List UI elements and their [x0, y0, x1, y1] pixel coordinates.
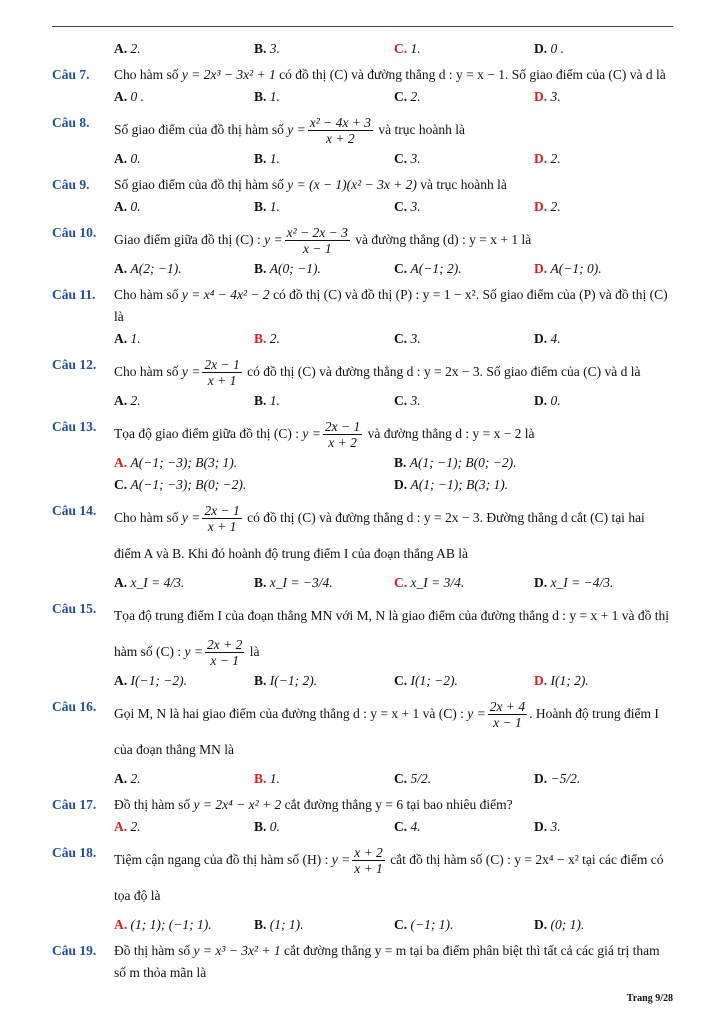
- question-stem: [114, 222, 674, 258]
- question-label: Câu 8.: [52, 115, 90, 130]
- question-stem: [114, 500, 674, 572]
- answer-option: [254, 86, 394, 108]
- stem-text: cắt đồ thị hàm số (C) : y = 2x⁴ − x² tại các điểm có tọa độ là: [114, 852, 664, 903]
- option-letter: C.: [394, 575, 408, 590]
- answer-option: [114, 86, 254, 108]
- option-text: 5/2.: [410, 771, 432, 786]
- option-letter: A.: [114, 393, 128, 408]
- question: [52, 940, 674, 984]
- option-letter: C.: [394, 393, 408, 408]
- option-letter: A.: [114, 261, 128, 276]
- answer-option: [254, 148, 394, 170]
- numerator: x² − 2x − 3: [286, 225, 348, 241]
- answer-option: [114, 572, 254, 594]
- option-letter: C.: [394, 261, 408, 276]
- option-letter: B.: [254, 575, 267, 590]
- answer-option: [394, 914, 534, 936]
- question-stem: [114, 416, 674, 452]
- denominator: x − 1: [302, 241, 332, 257]
- option-text: A(2; −1).: [130, 261, 182, 276]
- numerator: 2x − 1: [204, 503, 240, 519]
- answer-option: [114, 328, 254, 350]
- option-text: 0 .: [550, 41, 564, 56]
- question: [52, 112, 674, 170]
- option-text: x_I = 3/4.: [410, 575, 465, 590]
- answer-option: [534, 38, 674, 60]
- answer-option: [394, 148, 534, 170]
- option-text: 1.: [269, 199, 280, 214]
- answer-option: [114, 148, 254, 170]
- answer-options: [114, 148, 674, 170]
- stem-text: Giao điểm giữa đồ thị (C) :: [114, 232, 265, 247]
- stem-text: Cho hàm số: [114, 67, 182, 82]
- answer-option: [394, 390, 534, 412]
- stem-text: có đồ thị (C) và đồ thị (P) : y = 1 − x². Số giao điểm của (P) và đồ thị (C) là: [114, 287, 668, 324]
- option-text: x_I = −4/3.: [550, 575, 614, 590]
- option-text: 2.: [130, 771, 141, 786]
- answer-options: [114, 258, 674, 280]
- question: [52, 416, 674, 496]
- option-text: 1.: [130, 331, 141, 346]
- option-text: x_I = 4/3.: [130, 575, 185, 590]
- answer-option: [114, 196, 254, 218]
- question-stem: [114, 940, 674, 984]
- numerator: 2x + 4: [489, 699, 526, 715]
- question-label: Câu 12.: [52, 357, 97, 372]
- option-letter: D.: [534, 331, 548, 346]
- fraction: [202, 503, 241, 534]
- answer-option: [394, 86, 534, 108]
- option-text: 2.: [130, 393, 141, 408]
- answer-option: [254, 38, 394, 60]
- option-text: A(−1; 0).: [550, 261, 602, 276]
- question-label: Câu 11.: [52, 287, 96, 302]
- option-text: I(1; −2).: [410, 673, 458, 688]
- answer-option: [114, 258, 254, 280]
- option-text: (−1; 1).: [410, 917, 454, 932]
- fraction: [308, 115, 373, 146]
- question-stem: [114, 112, 674, 148]
- question-list: [52, 38, 674, 988]
- answer-option: [534, 914, 674, 936]
- stem-text: Cho hàm số: [114, 364, 182, 379]
- option-text: 1.: [269, 393, 280, 408]
- option-letter: A.: [114, 41, 128, 56]
- answer-option: [254, 258, 394, 280]
- answer-option: [254, 914, 394, 936]
- answer-options: [114, 86, 674, 108]
- option-text: A(1; −1); B(0; −2).: [409, 455, 517, 470]
- question-label: Câu 9.: [52, 177, 90, 192]
- option-text: 2.: [550, 199, 561, 214]
- question: [52, 174, 674, 218]
- question-stem: [114, 64, 674, 86]
- formula: y = 2x⁴ − x² + 2: [193, 797, 282, 812]
- answer-option: [394, 196, 534, 218]
- option-text: 3.: [410, 331, 421, 346]
- formula: y =: [181, 510, 201, 525]
- option-letter: C.: [394, 89, 408, 104]
- denominator: x + 2: [328, 435, 357, 451]
- stem-text: Gọi M, N là hai giao điểm của đường thẳng d : y = x + 1 và (C) :: [114, 706, 468, 721]
- formula: y = 2x³ − 3x² + 1: [181, 67, 276, 82]
- option-text: 3.: [269, 41, 280, 56]
- question-label: Câu 18.: [52, 845, 97, 860]
- option-letter: B.: [254, 673, 267, 688]
- question: [52, 598, 674, 692]
- answer-option: [534, 572, 674, 594]
- answer-option: [114, 670, 254, 692]
- option-text: 1.: [269, 771, 280, 786]
- option-letter: D.: [534, 819, 548, 834]
- stem-text: có đồ thị (C) và đường thẳng d : y = x − 1. Số giao điểm của (C) và d là: [275, 67, 666, 82]
- option-text: 3.: [550, 819, 561, 834]
- stem-text: Số giao điểm của đồ thị hàm số: [114, 177, 288, 192]
- question-label: Câu 16.: [52, 699, 97, 714]
- question-label: Câu 10.: [52, 225, 97, 240]
- answer-option: [254, 328, 394, 350]
- option-letter: C.: [394, 771, 408, 786]
- question-stem: [114, 354, 674, 390]
- option-text: 2.: [130, 41, 141, 56]
- question-label: Câu 7.: [52, 67, 90, 82]
- answer-option: [394, 452, 674, 474]
- question-stem: [114, 284, 674, 328]
- denominator: x + 2: [326, 131, 355, 147]
- answer-option: [534, 816, 674, 838]
- denominator: x + 1: [207, 519, 237, 535]
- option-letter: A.: [114, 673, 128, 688]
- formula: y = x⁴ − 4x² − 2: [181, 287, 270, 302]
- numerator: 2x + 2: [206, 637, 243, 653]
- option-text: I(1; 2).: [550, 673, 589, 688]
- stem-text: và đường thẳng d : y = x − 2 là: [364, 426, 535, 441]
- option-letter: C.: [394, 199, 408, 214]
- answer-options: [114, 572, 674, 594]
- question-label: Câu 19.: [52, 943, 97, 958]
- answer-option: [114, 390, 254, 412]
- answer-options: [114, 38, 674, 60]
- option-letter: D.: [534, 41, 548, 56]
- answer-option: [254, 572, 394, 594]
- fraction: [202, 357, 241, 388]
- option-letter: D.: [534, 673, 548, 688]
- question: [52, 284, 674, 350]
- option-text: 3.: [410, 199, 421, 214]
- option-text: −5/2.: [550, 771, 581, 786]
- fraction: [488, 699, 527, 730]
- option-text: A(1; −1); B(3; 1).: [410, 477, 509, 492]
- option-letter: C.: [394, 151, 408, 166]
- formula: y =: [331, 852, 351, 867]
- option-letter: D.: [534, 575, 548, 590]
- option-text: (1; 1).: [269, 917, 304, 932]
- option-letter: C.: [394, 819, 408, 834]
- answer-option: [534, 390, 674, 412]
- option-letter: D.: [534, 917, 548, 932]
- answer-option: [534, 328, 674, 350]
- question: [52, 794, 674, 838]
- answer-options: [114, 452, 674, 496]
- stem-text: là: [246, 644, 260, 659]
- option-text: I(−1; −2).: [130, 673, 187, 688]
- option-letter: D.: [534, 199, 548, 214]
- answer-options: [114, 328, 674, 350]
- stem-text: Đồ thị hàm số: [114, 943, 194, 958]
- fraction: [323, 419, 362, 450]
- answer-option: [534, 196, 674, 218]
- answer-options: [114, 670, 674, 692]
- stem-text: Cho hàm số: [114, 510, 182, 525]
- stem-text: Tọa độ giao điểm giữa đồ thị (C) :: [114, 426, 303, 441]
- option-text: A(−1; −3); B(3; 1).: [130, 455, 238, 470]
- option-letter: A.: [114, 917, 128, 932]
- option-text: 0.: [269, 819, 280, 834]
- option-letter: B.: [394, 455, 407, 470]
- option-text: 3.: [410, 151, 421, 166]
- stem-text: Số giao điểm của đồ thị hàm số: [114, 122, 288, 137]
- option-letter: D.: [534, 393, 548, 408]
- option-text: 4.: [550, 331, 561, 346]
- question-label: Câu 13.: [52, 419, 97, 434]
- question-stem: [114, 696, 674, 768]
- option-text: A(0; −1).: [269, 261, 321, 276]
- answer-option: [534, 86, 674, 108]
- option-letter: A.: [114, 151, 128, 166]
- numerator: x + 2: [354, 845, 383, 861]
- answer-options: [114, 914, 674, 936]
- stem-text: và đường thẳng (d) : y = x + 1 là: [351, 232, 532, 247]
- stem-text: Tọa độ trung điểm I của đoạn thẳng MN với M, N là giao điểm của đường thẳng d : y = x + 1 và đồ thị hàm số (C) :: [114, 608, 669, 659]
- option-letter: D.: [394, 477, 408, 492]
- answer-option: [534, 768, 674, 790]
- answer-options: [114, 390, 674, 412]
- option-letter: B.: [254, 199, 267, 214]
- question-stem: [114, 842, 674, 914]
- answer-option: [114, 768, 254, 790]
- fraction: [352, 845, 385, 876]
- stem-text: Cho hàm số: [114, 287, 182, 302]
- stem-text: Đồ thị hàm số: [114, 797, 194, 812]
- numerator: x² − 4x + 3: [309, 115, 371, 131]
- option-text: 2.: [410, 89, 421, 104]
- answer-option: [114, 452, 394, 474]
- answer-options: [114, 768, 674, 790]
- option-letter: B.: [254, 819, 267, 834]
- question-stem: [114, 598, 674, 670]
- option-letter: B.: [254, 331, 267, 346]
- formula: y =: [467, 706, 486, 721]
- option-text: 0 .: [130, 89, 144, 104]
- answer-option: [394, 38, 534, 60]
- option-letter: B.: [254, 771, 267, 786]
- stem-text: cắt đường thẳng y = 6 tại bao nhiêu điểm?: [281, 797, 513, 812]
- question: [52, 354, 674, 412]
- option-text: (1; 1); (−1; 1).: [130, 917, 212, 932]
- question: [52, 842, 674, 936]
- question: [52, 64, 674, 108]
- answer-option: [254, 816, 394, 838]
- fraction: [285, 225, 350, 256]
- question: [52, 500, 674, 594]
- top-options: [52, 38, 674, 60]
- option-letter: C.: [114, 477, 128, 492]
- page-number: Trang 9/28: [626, 993, 673, 1004]
- question-label: Câu 14.: [52, 503, 97, 518]
- formula: y =: [264, 232, 283, 247]
- stem-text: và trục hoành là: [416, 177, 507, 192]
- stem-text: cắt đường thẳng y = m tại ba điểm phân biệt thì tất cả các giá trị tham số m thỏa mãn là: [114, 943, 660, 980]
- option-text: 1.: [269, 151, 280, 166]
- option-text: 4.: [410, 819, 421, 834]
- header-rule: [52, 26, 673, 27]
- option-letter: B.: [254, 917, 267, 932]
- question: [52, 222, 674, 280]
- stem-text: có đồ thị (C) và đường thẳng d : y = 2x − 3. Đường thẳng d cắt (C) tại hai điểm A và B. Khi đó hoành độ trung điểm I của đoạn thẳng AB là: [114, 510, 645, 561]
- option-letter: B.: [254, 89, 267, 104]
- option-letter: B.: [254, 393, 267, 408]
- denominator: x + 1: [207, 373, 237, 389]
- formula: y =: [184, 644, 203, 659]
- option-letter: A.: [114, 771, 128, 786]
- option-text: x_I = −3/4.: [269, 575, 333, 590]
- answer-option: [394, 474, 674, 496]
- option-text: A(−1; −3); B(0; −2).: [130, 477, 247, 492]
- answer-option: [114, 816, 254, 838]
- denominator: x + 1: [354, 861, 383, 877]
- answer-options: [114, 196, 674, 218]
- answer-option: [394, 816, 534, 838]
- formula: y =: [287, 122, 306, 137]
- option-letter: B.: [254, 261, 267, 276]
- answer-option: [534, 670, 674, 692]
- answer-options: [114, 816, 674, 838]
- answer-option: [254, 670, 394, 692]
- option-text: 2.: [550, 151, 561, 166]
- option-text: 3.: [550, 89, 561, 104]
- fraction: [205, 637, 244, 668]
- option-letter: D.: [534, 151, 548, 166]
- answer-option: [114, 914, 254, 936]
- option-letter: A.: [114, 819, 128, 834]
- option-text: 2.: [130, 819, 141, 834]
- option-text: 1.: [410, 41, 421, 56]
- stem-text: và trục hoành là: [374, 122, 465, 137]
- answer-option: [534, 258, 674, 280]
- option-letter: D.: [534, 261, 548, 276]
- answer-option: [394, 670, 534, 692]
- answer-option: [254, 768, 394, 790]
- option-letter: C.: [394, 917, 408, 932]
- question: [52, 696, 674, 790]
- option-text: I(−1; 2).: [269, 673, 318, 688]
- denominator: x − 1: [210, 653, 239, 669]
- option-letter: C.: [394, 673, 408, 688]
- answer-option: [394, 258, 534, 280]
- formula: y =: [302, 426, 321, 441]
- option-letter: C.: [394, 331, 408, 346]
- answer-option: [394, 768, 534, 790]
- option-text: (0; 1).: [550, 917, 585, 932]
- option-letter: A.: [114, 455, 128, 470]
- denominator: x − 1: [493, 715, 522, 731]
- formula: y = x³ − 3x² + 1: [193, 943, 281, 958]
- option-letter: D.: [534, 771, 548, 786]
- option-letter: A.: [114, 199, 128, 214]
- answer-option: [254, 196, 394, 218]
- option-text: 0.: [130, 199, 141, 214]
- option-text: A(−1; 2).: [410, 261, 462, 276]
- answer-option: [254, 390, 394, 412]
- question-stem: [114, 794, 674, 816]
- stem-text: . Hoành độ trung điểm I của đoạn thẳng MN là: [114, 706, 659, 757]
- numerator: 2x − 1: [204, 357, 240, 373]
- answer-option: [534, 148, 674, 170]
- option-letter: A.: [114, 575, 128, 590]
- option-letter: A.: [114, 331, 128, 346]
- option-letter: D.: [534, 89, 548, 104]
- option-text: 0.: [130, 151, 141, 166]
- option-letter: B.: [254, 151, 267, 166]
- option-text: 1.: [269, 89, 280, 104]
- answer-option: [394, 328, 534, 350]
- answer-option: [114, 38, 254, 60]
- option-letter: A.: [114, 89, 128, 104]
- stem-text: có đồ thị (C) và đường thẳng d : y = 2x − 3. Số giao điểm của (C) và d là: [243, 364, 641, 379]
- question-label: Câu 15.: [52, 601, 97, 616]
- option-text: 2.: [269, 331, 280, 346]
- formula: y =: [181, 364, 201, 379]
- answer-option: [114, 474, 394, 496]
- option-letter: C.: [394, 41, 408, 56]
- numerator: 2x − 1: [324, 419, 361, 435]
- option-text: 0.: [550, 393, 561, 408]
- stem-text: Tiệm cận ngang của đồ thị hàm số (H) :: [114, 852, 332, 867]
- option-text: 3.: [410, 393, 421, 408]
- question-stem: [114, 174, 674, 196]
- answer-option: [394, 572, 534, 594]
- formula: y = (x − 1)(x² − 3x + 2): [287, 177, 417, 192]
- option-letter: B.: [254, 41, 267, 56]
- question-label: Câu 17.: [52, 797, 97, 812]
